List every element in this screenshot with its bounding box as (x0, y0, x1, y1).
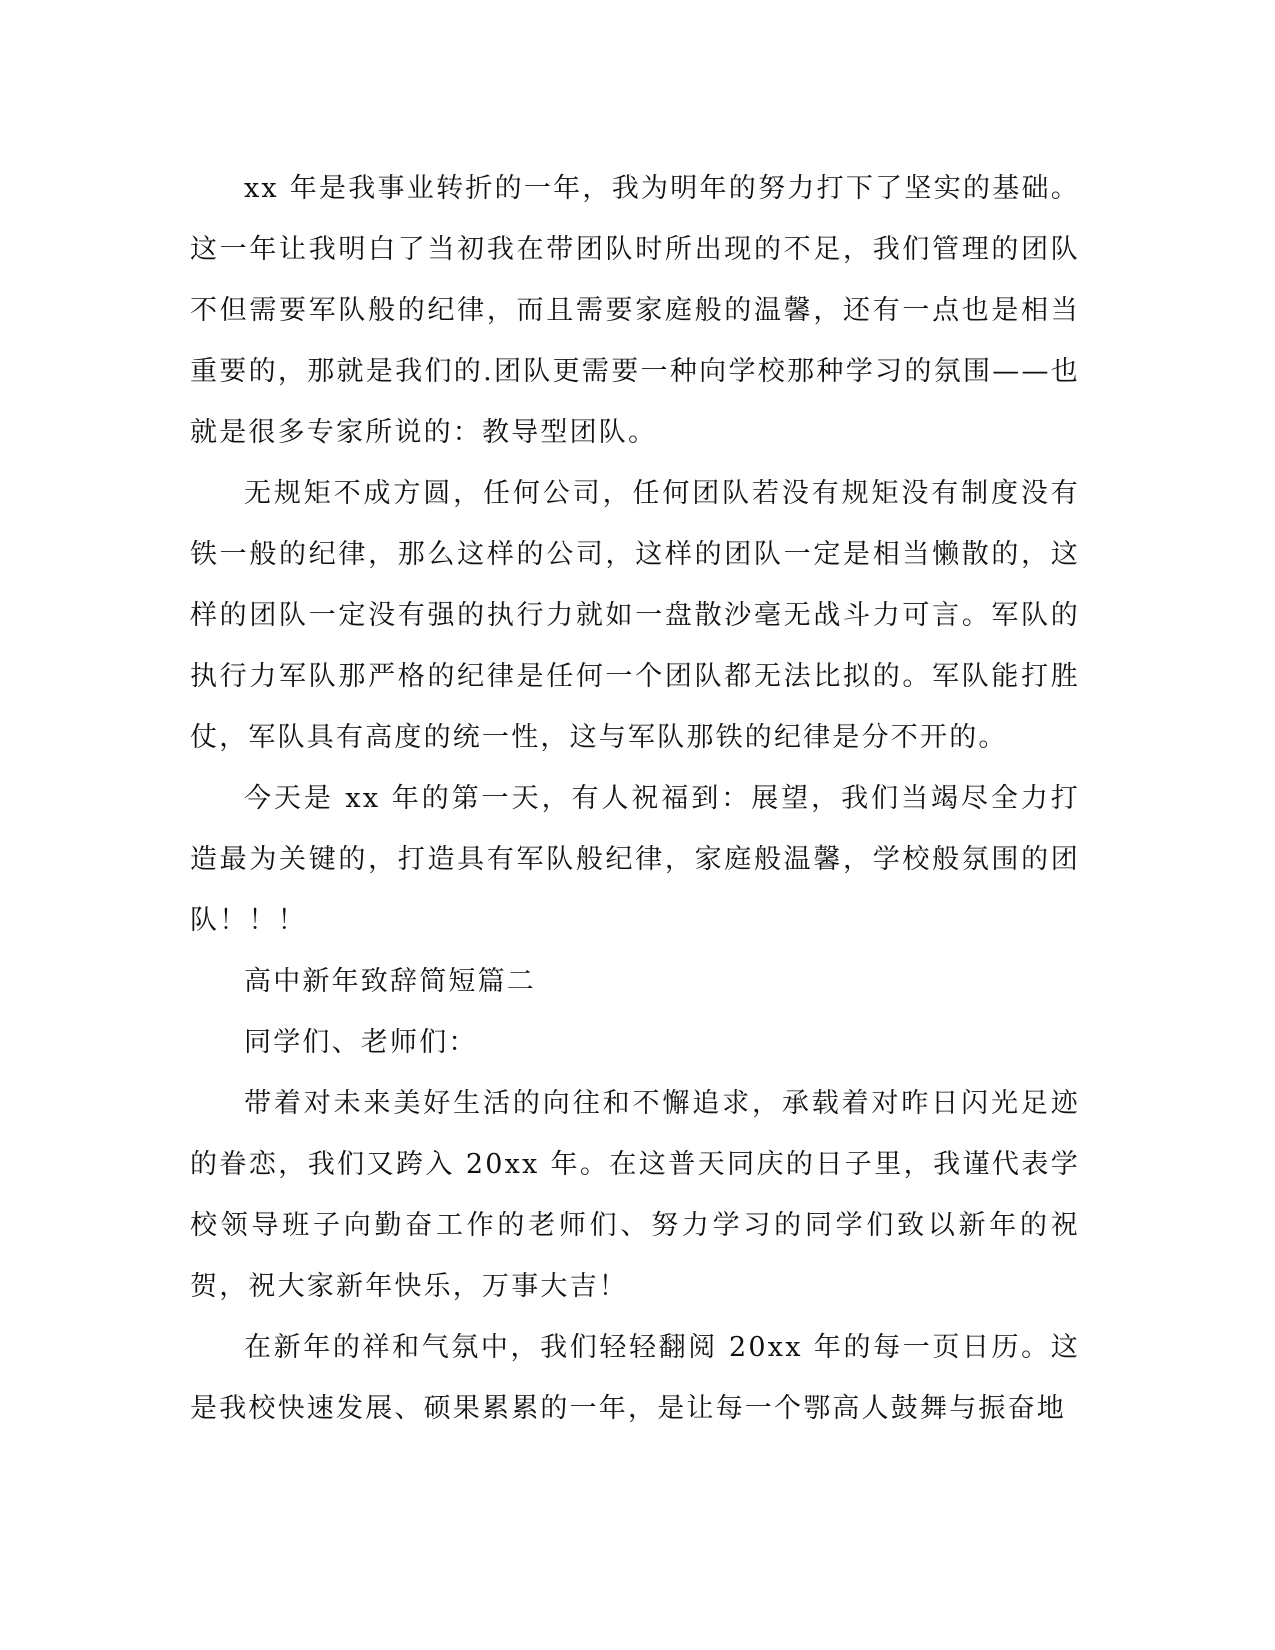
section-heading: 高中新年致辞简短篇二 (244, 966, 536, 997)
salutation: 同学们、老师们： (244, 1027, 478, 1058)
paragraph-year-review: 在新年的祥和气氛中，我们轻轻翻阅 20xx 年的每一页日历。这是我校快速发展、硕果累累的一年，是让每一个鄂高人鼓舞与振奋地 (190, 1332, 1080, 1424)
paragraph-new-year-wish: 今天是 xx 年的第一天，有人祝福到：展望，我们当竭尽全力打造最为关键的，打造具有军队般纪律，家庭般温馨，学校般氛围的团队！！！ (190, 783, 1080, 936)
paragraph-discipline: 无规矩不成方圆，任何公司，任何团队若没有规矩没有制度没有铁一般的纪律，那么这样的公司，这样的团队一定是相当懒散的，这样的团队一定没有强的执行力就如一盘散沙毫无战斗力可言。军队的执行力军队那严格的纪律是任何一个团队都无法比拟的。军队能打胜仗，军队具有高度的统一性，这与军队那铁的纪律是分不开的。 (190, 478, 1080, 753)
paragraph-new-year-greeting: 带着对未来美好生活的向往和不懈追求，承载着对昨日闪光足迹的眷恋，我们又跨入 20xx 年。在这普天同庆的日子里，我谨代表学校领导班子向勤奋工作的老师们、努力学习的同学们致以新年的祝贺，祝大家新年快乐，万事大吉！ (190, 1088, 1080, 1302)
document-body (190, 158, 1080, 1439)
paragraph-career-turning-point: xx 年是我事业转折的一年，我为明年的努力打下了坚实的基础。这一年让我明白了当初我在带团队时所出现的不足，我们管理的团队不但需要军队般的纪律，而且需要家庭般的温馨，还有一点也是相当重要的，那就是我们的.团队更需要一种向学校那种学习的氛围——也就是很多专家所说的：教导型团队。 (190, 173, 1080, 448)
